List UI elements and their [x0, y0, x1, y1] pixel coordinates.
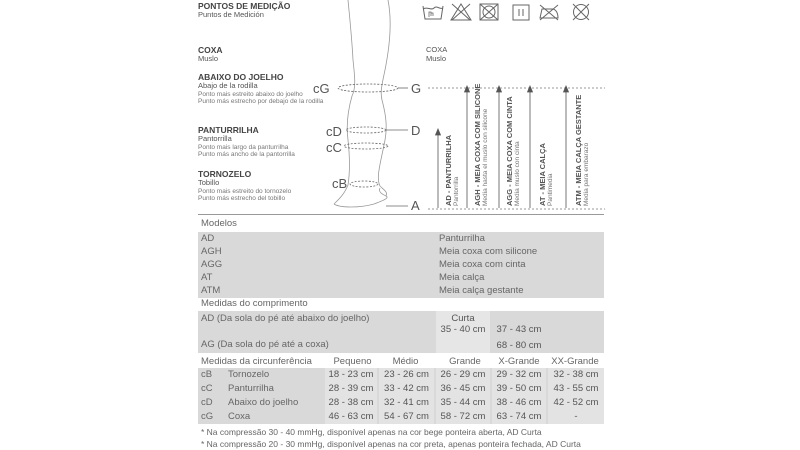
measurement-points-header [198, 2, 290, 20]
model-code: AT [201, 272, 213, 283]
model-name: Meia calça [439, 272, 485, 283]
no-iron-icon [538, 2, 560, 22]
label-coxa-title: COXA [198, 45, 223, 55]
letter-d: D [411, 123, 421, 138]
length-row-ag-label: AG (Da sola do pé até a coxa) [201, 339, 329, 350]
circ-cell: 33 - 42 cm [384, 383, 429, 394]
circ-cell: 58 - 72 cm [440, 411, 486, 422]
circ-cell: 54 - 67 cm [384, 411, 429, 422]
circ-cell: 36 - 45 cm [440, 383, 486, 394]
models-divider [198, 214, 604, 215]
length-label-agg-sub: Media muslo con cinta [514, 141, 521, 206]
length-ad-curta-value: 35 - 40 cm [440, 324, 486, 335]
no-tumble-dry-icon [478, 2, 500, 22]
model-code: ATM [201, 285, 221, 296]
lengths-title: Medidas do comprimento [201, 298, 308, 309]
ring-cg [338, 84, 398, 92]
model-code: AGH [201, 246, 222, 257]
models-title: Modelos [201, 218, 237, 229]
size-header: Pequeno [333, 356, 372, 367]
letter-a: A [411, 198, 420, 213]
circ-cell: 43 - 55 cm [553, 383, 599, 394]
label-coxa-right-sub: Muslo [426, 53, 447, 63]
circ-row-name: Coxa [228, 411, 251, 422]
label-tornozelo-title: TORNOZELO [198, 169, 252, 179]
size-header: XX-Grande [551, 356, 599, 367]
circ-cell: 23 - 26 cm [384, 369, 429, 380]
circ-cell: 18 - 23 cm [328, 369, 374, 380]
model-code: AD [201, 233, 215, 244]
size-header: Médio [392, 356, 419, 367]
label-panturrilha-sub: Pantorrilla [198, 134, 232, 143]
label-coxa [198, 46, 223, 64]
circ-row-name: Tornozelo [228, 369, 270, 380]
no-dry-clean-icon [570, 2, 592, 22]
model-name: Meia coxa com cinta [439, 259, 526, 270]
circ-cell: 28 - 38 cm [328, 397, 374, 408]
ring-cc [344, 143, 388, 149]
label-panturrilha-note-es: Punto más ancho de la pantorrilla [198, 151, 295, 158]
circ-cell: 46 - 63 cm [328, 411, 374, 422]
ring-cb [350, 181, 378, 187]
letter-cc: cC [326, 140, 342, 155]
label-tornozelo-note-pt: Ponto mais estreito do tornozelo [198, 187, 292, 195]
circ-cell: 35 - 44 cm [440, 397, 486, 408]
circ-cell: 28 - 39 cm [328, 383, 374, 394]
letter-cd: cD [326, 124, 342, 139]
length-label-agh-main: AGH - MEIA COXA COM SILICONE [473, 83, 482, 206]
circ-row-name: Abaixo do joelho [228, 397, 299, 408]
ring-cd [346, 127, 386, 133]
length-label-atm [575, 95, 590, 206]
label-coxa-sub: Muslo [198, 54, 219, 63]
circ-row-code: cC [201, 383, 213, 394]
length-label-at [539, 143, 554, 206]
circ-row-name: Panturrilha [228, 383, 274, 394]
label-panturrilha-note-pt: Ponto mais largo da panturrilha [198, 143, 289, 151]
circ-cell: 39 - 50 cm [496, 383, 542, 394]
length-label-atm-sub: Media para embarazo [583, 142, 590, 206]
length-label-agh [474, 84, 489, 206]
line-dry-icon [510, 2, 532, 22]
model-name: Panturrilha [439, 233, 485, 244]
label-panturrilha [198, 126, 295, 159]
no-bleach-icon [450, 2, 472, 22]
circ-title: Medidas da circunferência [201, 356, 312, 367]
models-band [198, 232, 604, 298]
circ-cell: 42 - 52 cm [553, 397, 599, 408]
label-tornozelo-note-es: Punto más estrecho del tobillo [198, 195, 286, 202]
leg-outline-front [378, 0, 390, 196]
leg-diagram [300, 0, 430, 215]
length-label-at-main: AT - MEIA CALÇA [538, 143, 547, 206]
circ-cell: 38 - 46 cm [496, 397, 542, 408]
footnote: * Na compressão 20 - 30 mmHg, disponível apenas na cor preta, apenas ponteira fechada, AD Curta [201, 439, 581, 449]
label-abaixo-sub: Abajo de la rodilla [198, 81, 258, 90]
label-coxa-right-title: COXA [426, 45, 448, 54]
label-abaixo-note-pt: Ponto mais estreito abaixo do joelho [198, 90, 303, 98]
length-label-agg [506, 96, 521, 206]
label-abaixo-note-es: Punto más estrecho por debajo de la rodilla [198, 98, 324, 105]
label-panturrilha-title: PANTURRILHA [198, 125, 259, 135]
leg-outline-back [334, 0, 355, 204]
length-ag-normal-value: 68 - 80 cm [496, 340, 542, 351]
circ-row-code: cB [201, 369, 213, 380]
model-name: Meia coxa com silicone [439, 246, 538, 257]
circ-row-code: cG [201, 411, 214, 422]
circ-cell: 63 - 74 cm [496, 411, 542, 422]
length-ad-normal-value: 37 - 43 cm [496, 324, 542, 335]
label-abaixo-title: ABAIXO DO JOELHO [198, 72, 284, 82]
circ-cell: 29 - 32 cm [496, 369, 542, 380]
letter-cg: cG [313, 81, 330, 96]
length-label-atm-main: ATM - MEIA CALÇA GESTANTE [574, 94, 583, 206]
label-tornozelo-sub: Tobillo [198, 178, 220, 187]
circ-cell: 32 - 38 cm [553, 369, 599, 380]
length-label-agh-sub: Media hasta el muslo con silicone [482, 108, 489, 206]
length-curta-header: Curta [451, 313, 475, 324]
length-label-ad [445, 135, 460, 206]
circ-cell: 26 - 29 cm [440, 369, 486, 380]
size-header: Grande [449, 356, 481, 367]
size-header: X-Grande [498, 356, 540, 367]
model-code: AGG [201, 259, 223, 270]
circ-cell: 32 - 41 cm [384, 397, 429, 408]
circ-row-code: cD [201, 397, 213, 408]
footnote: * Na compressão 30 - 40 mmHg, disponível apenas na cor bege ponteira aberta, AD Curta [201, 427, 542, 437]
letter-g: G [411, 81, 422, 96]
letter-cb: cB [332, 176, 348, 191]
measurement-points-title: PONTOS DE MEDIÇÃO [198, 1, 291, 11]
circ-cell: - [574, 411, 578, 422]
length-label-agg-main: AGG - MEIA COXA COM CINTA [505, 96, 514, 206]
length-row-ad-label: AD (Da sola do pé até abaixo do joelho) [201, 313, 370, 324]
length-label-ad-sub: Pantorrilla [453, 176, 460, 206]
measurement-points-subtitle: Puntos de Medición [198, 10, 264, 19]
hand-wash-icon [422, 2, 444, 22]
label-tornozelo [198, 170, 291, 203]
length-label-at-sub: Pantimedia [547, 173, 554, 206]
length-label-ad-main: AD - PANTURRILHA [444, 134, 453, 206]
model-name: Meia calça gestante [439, 285, 524, 296]
